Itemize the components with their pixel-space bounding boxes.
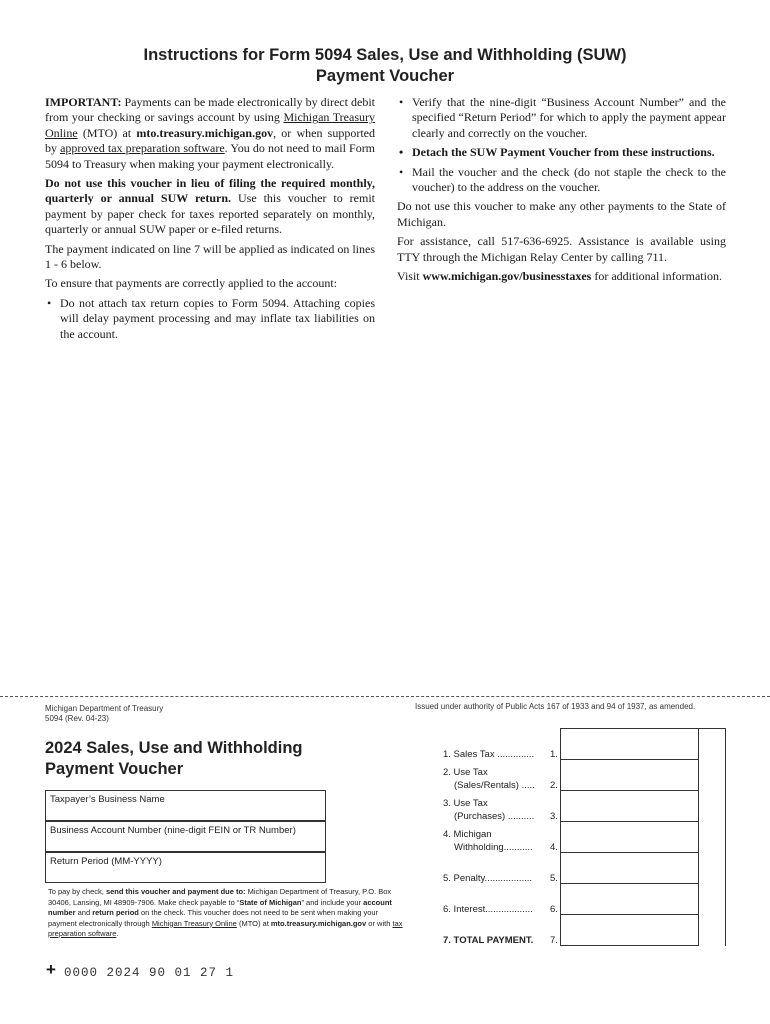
amount-cents-divider xyxy=(698,728,699,946)
return-period-field[interactable]: Return Period (MM-YYYY) xyxy=(45,852,326,883)
bullet-verify: • Verify that the nine-digit “Business Account Number” and the specified “Return Period” for which to apply the payment appear clearly and correctly on the voucher. xyxy=(397,95,726,141)
software-link[interactable]: approved tax preparation software xyxy=(60,141,225,156)
authority-text: Issued under authority of Public Acts 167 of 1933 and 94 of 1937, as amended. xyxy=(415,702,696,711)
mto-url[interactable]: mto.treasury.michigan.gov xyxy=(136,125,274,140)
instructions-left-column xyxy=(45,95,375,346)
important-paragraph: IMPORTANT: Payments can be made electronically by direct debit from your checking or savings account by using Michigan Treasury Online (MTO) at mto.treasury.michigan.gov, or when supported by approved tax preparation software. You do not need to mail Form 5094 to Treasury when making your payment electronically. xyxy=(45,95,376,171)
assistance-paragraph: For assistance, call 517-636-6925. Assistance is available using TTY through the Michigan Relay Center by calling 711. xyxy=(397,234,726,264)
scanline: 0000 2024 90 01 27 1 xyxy=(64,966,235,980)
account-number-field[interactable]: Business Account Number (nine-digit FEIN or TR Number) xyxy=(45,821,326,852)
ensure-paragraph: To ensure that payments are correctly applied to the account: xyxy=(45,276,338,291)
form-revision: 5094 (Rev. 04-23) xyxy=(45,714,109,723)
title-line1: Instructions for Form 5094 Sales, Use and Withholding (SUW) xyxy=(143,46,627,64)
title-line2: Payment Voucher xyxy=(315,67,455,85)
pay-by-check-note: To pay by check, send this voucher and payment due to: Michigan Department of Treasury, P.O. Box 30406, Lansing, MI 48909-7906. Make check payable to “State of Michigan” and include your account number and return period on the check. This voucher does not need to be sent when making your payment electronically through Michigan Treasury Online (MTO) at mto.treasury.michigan.gov or with tax preparation software. xyxy=(48,887,403,938)
mto-link-voucher[interactable]: Michigan Treasury Online xyxy=(151,918,237,928)
mto-link[interactable]: Michigan Treasury Online xyxy=(45,110,375,140)
other-payments-paragraph: Do not use this voucher to make any other payments to the State of Michigan. xyxy=(397,199,726,229)
amount-line-3[interactable] xyxy=(560,790,698,822)
lieu-paragraph: Do not use this voucher in lieu of filing the required monthly, quarterly or annual SUW return. Use this voucher to remit payment by paper check for taxes reported separately on monthly, quarterly or annual SUW paper or e-filed returns. xyxy=(45,176,375,237)
plus-mark: + xyxy=(46,960,56,979)
software-link-voucher[interactable]: tax preparation software xyxy=(48,918,403,938)
amount-line-7[interactable] xyxy=(560,914,698,946)
bullet-detach: • Detach the SUW Payment Voucher from these instructions. xyxy=(397,145,726,160)
right-bullets xyxy=(397,95,726,195)
bullet-mail: • Mail the voucher and the check (do not staple the check to the voucher) to the address on the voucher. xyxy=(397,165,726,196)
instructions-right-column xyxy=(397,95,726,288)
amount-line-1[interactable] xyxy=(560,728,698,760)
voucher-header-left xyxy=(45,704,163,724)
visit-paragraph: Visit www.michigan.gov/businesstaxes for additional information. xyxy=(397,269,722,284)
page-title xyxy=(0,45,770,87)
line7-paragraph: The payment indicated on line 7 will be applied as indicated on lines 1 - 6 below. xyxy=(45,241,375,272)
voucher-title: 2024 Sales, Use and Withholding Payment Voucher xyxy=(45,739,303,778)
amount-line-6[interactable] xyxy=(560,883,698,915)
detach-line xyxy=(0,696,770,697)
dept-name: Michigan Department of Treasury xyxy=(45,704,164,713)
left-bullets xyxy=(45,296,375,342)
amount-line-5[interactable] xyxy=(560,852,698,884)
amount-line-4[interactable] xyxy=(560,821,698,853)
bullet-attach: • Do not attach tax return copies to Form 5094. Attaching copies will delay payment processing and may inflate tax liabilities on the account. xyxy=(45,296,375,342)
amount-line-2[interactable] xyxy=(560,759,698,791)
business-name-field[interactable]: Taxpayer’s Business Name xyxy=(45,790,326,821)
amount-right-border xyxy=(725,728,726,946)
businesstaxes-url[interactable]: www.michigan.gov/businesstaxes xyxy=(422,269,592,284)
